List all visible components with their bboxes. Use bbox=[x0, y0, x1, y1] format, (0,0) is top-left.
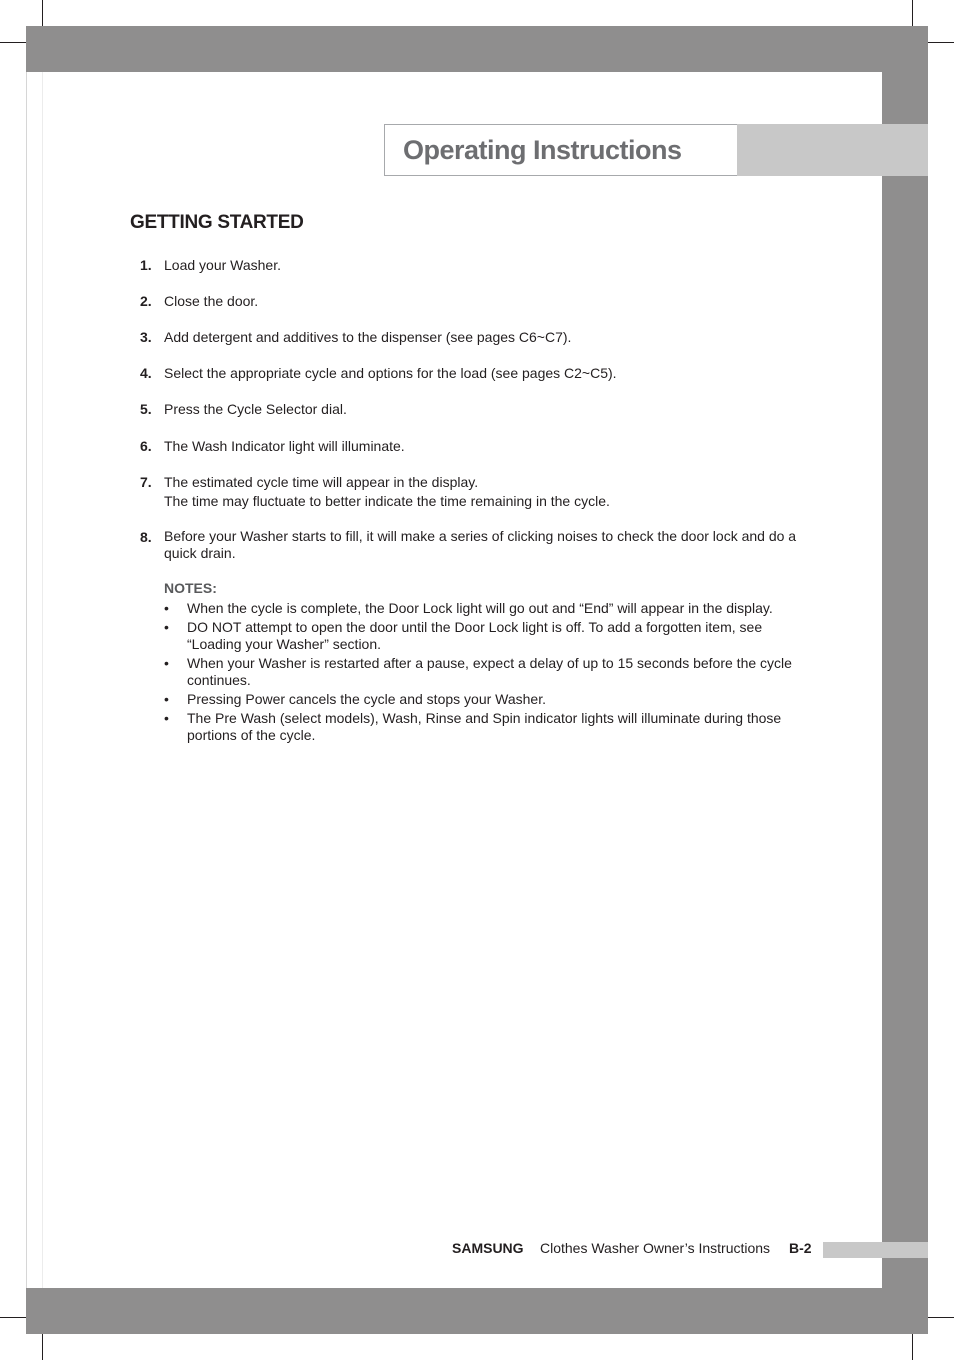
left-margin-rule bbox=[26, 72, 27, 1288]
crop-mark-top-right-h bbox=[928, 42, 954, 43]
right-gray-band bbox=[882, 26, 928, 1334]
note-text: Pressing Power cancels the cycle and stops your Washer. bbox=[187, 691, 546, 707]
step-text: The estimated cycle time will appear in the display. bbox=[164, 474, 479, 490]
step-text: The Wash Indicator light will illuminate. bbox=[164, 438, 405, 454]
page-number: B-2 bbox=[789, 1240, 812, 1256]
crop-mark-bottom-left-h bbox=[0, 1317, 26, 1318]
bullet: • bbox=[164, 600, 169, 616]
step-number: 5. bbox=[140, 401, 152, 417]
note-text: When the cycle is complete, the Door Lock light will go out and “End” will appear in the display. bbox=[187, 600, 773, 616]
bullet: • bbox=[164, 710, 169, 726]
step-text: Close the door. bbox=[164, 293, 259, 309]
section-heading: GETTING STARTED bbox=[130, 212, 304, 233]
footer-accent bbox=[823, 1242, 928, 1258]
bullet: • bbox=[164, 691, 169, 707]
footer-brand: SAMSUNG bbox=[452, 1240, 524, 1256]
step-number: 7. bbox=[140, 474, 152, 490]
step-number: 1. bbox=[140, 257, 152, 273]
crop-mark-top-left-v bbox=[42, 0, 43, 26]
crop-mark-bottom-right-v bbox=[912, 1334, 913, 1360]
step-number: 6. bbox=[140, 438, 152, 454]
footer-document-title: Clothes Washer Owner’s Instructions bbox=[540, 1240, 771, 1256]
note-text: When your Washer is restarted after a pause, expect a delay of up to 15 seconds before the cycle continues. bbox=[187, 655, 792, 688]
notes-heading: NOTES: bbox=[164, 580, 217, 596]
bottom-gray-band bbox=[26, 1288, 928, 1334]
step-text: Select the appropriate cycle and options for the load (see pages C2~C5). bbox=[164, 365, 617, 381]
bullet: • bbox=[164, 619, 169, 635]
crop-mark-bottom-right-h bbox=[928, 1317, 954, 1318]
crop-mark-top-left-h bbox=[0, 42, 26, 43]
step-text: Load your Washer. bbox=[164, 257, 281, 273]
step-text: Press the Cycle Selector dial. bbox=[164, 401, 347, 417]
step-number: 8. bbox=[140, 529, 152, 545]
page-title-accent bbox=[737, 124, 928, 176]
step-text: Add detergent and additives to the dispenser (see pages C6~C7). bbox=[164, 329, 572, 345]
note-text: The Pre Wash (select models), Wash, Rinse and Spin indicator lights will illuminate during those portions of the cycle. bbox=[187, 710, 782, 743]
step-number: 3. bbox=[140, 329, 152, 345]
crop-mark-top-right-v bbox=[912, 0, 913, 26]
step-number: 4. bbox=[140, 365, 152, 381]
page-title: Operating Instructions bbox=[403, 135, 682, 165]
crop-mark-bottom-left-v bbox=[42, 1334, 43, 1360]
left-margin-rule-inner bbox=[42, 72, 43, 1288]
step-text: Before your Washer starts to fill, it will make a series of clicking noises to check the door lock and do a quick drain. bbox=[164, 528, 797, 561]
bullet: • bbox=[164, 655, 169, 671]
note-text: DO NOT attempt to open the door until the Door Lock light is off. To add a forgotten item, see “Loading your Washer” section. bbox=[187, 619, 763, 652]
step-number: 2. bbox=[140, 293, 152, 309]
top-gray-band bbox=[26, 26, 928, 72]
page-title-box bbox=[384, 124, 737, 176]
step-text-line2: The time may fluctuate to better indicate the time remaining in the cycle. bbox=[164, 493, 610, 509]
